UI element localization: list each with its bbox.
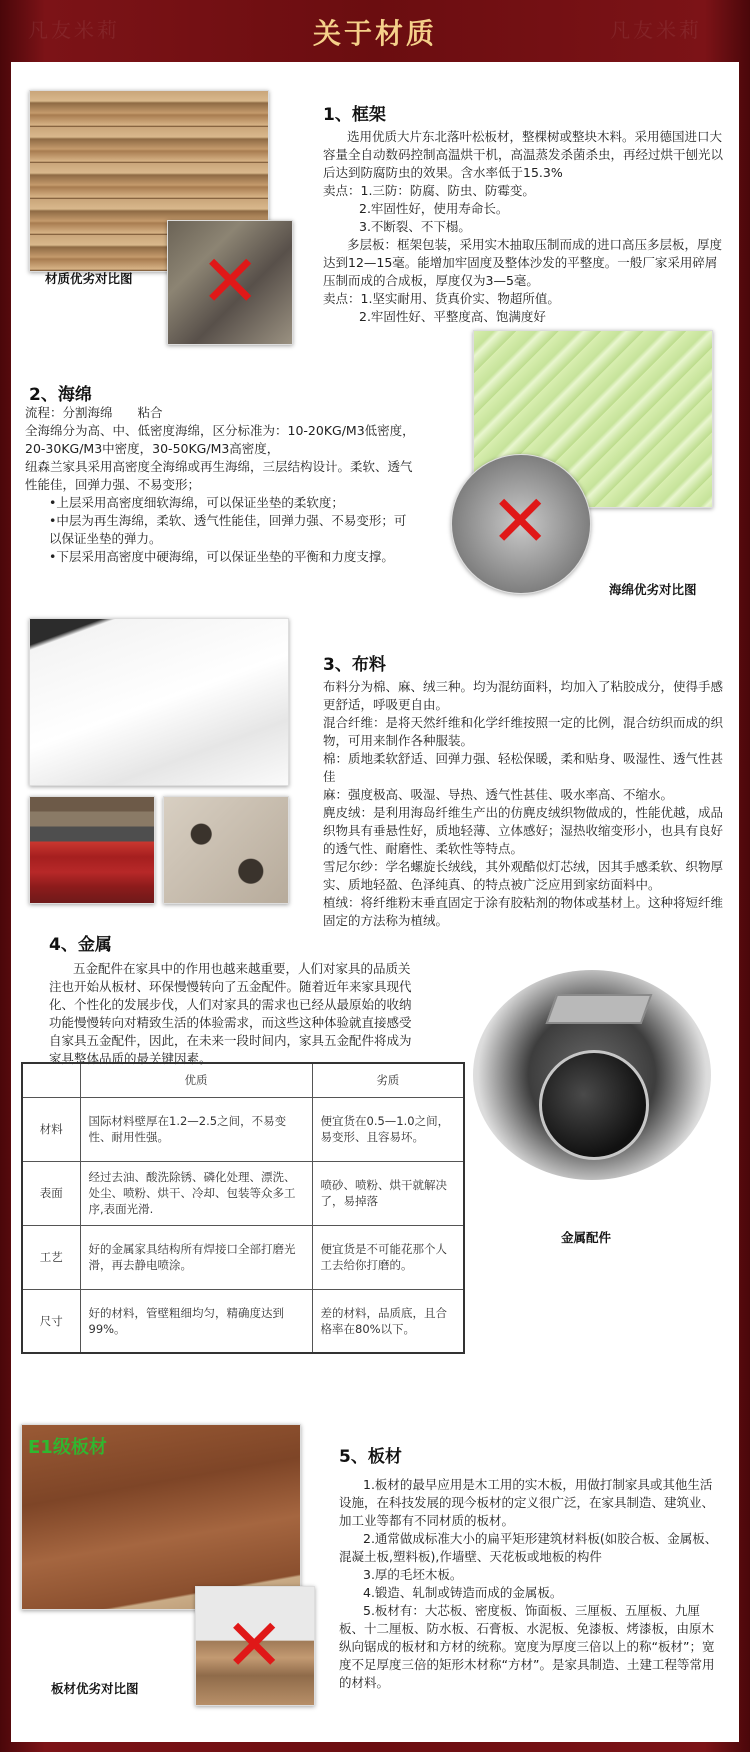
section5-title: 5、板材 (339, 1447, 402, 1467)
section2-para: •中层为再生海绵，柔软、透气性能佳，回弹力强、不易变形；可以保证坐垫的弹力。 (49, 513, 407, 546)
table-cell: 工艺 (22, 1225, 80, 1289)
section5-text (339, 1476, 719, 1692)
caster-plate (546, 994, 653, 1024)
caster-wheel-photo (473, 970, 711, 1180)
section4-title: 4、金属 (49, 935, 112, 955)
caster-wheel (539, 1050, 649, 1160)
brand-watermark-left: 凡友米莉 (28, 18, 120, 42)
section5-para: 5.板材有：大芯板、密度板、饰面板、三厘板、五厘板、九厘板、十二厘板、防水板、石膏板、水泥板、免漆板、烤漆板，由原木纵向锯成的板材和方材的统称。宽度为厚度三倍以上的称“板材”；宽度不足厚度三倍的矩形木材称“方材”。是家具制造、土建工程等常用的材料。 (339, 1603, 715, 1690)
comparison-table (21, 1062, 465, 1354)
section3-para: 混合纤维：是将天然纤维和化学纤维按照一定的比例，混合纺织而成的织物，可用来制作各种服装。 (323, 715, 724, 748)
table-cell: 材料 (22, 1097, 80, 1161)
white-fabric-photo (29, 618, 289, 786)
section3-para: 棉：质地柔软舒适、回弹力强、轻松保暖，柔和贴身、吸湿性、透气性甚佳 (323, 751, 724, 784)
section3-para: 麻：强度极高、吸湿、导热、透气性甚佳、吸水率高、不缩水。 (323, 787, 674, 802)
table-cell: 尺寸 (22, 1289, 80, 1353)
table-cell: 差的材料，品质底，且合格率在80%以下。 (312, 1289, 464, 1353)
section1-text (323, 128, 725, 326)
section5-para: 4.锻造、轧制或铸造而成的金属板。 (363, 1585, 563, 1600)
section1-para: 3.不断裂、不下榻。 (359, 219, 471, 234)
page-title: 关于材质 (312, 17, 437, 50)
inferior-board-photo (167, 220, 293, 345)
table-cell: 表面 (22, 1161, 80, 1225)
section5-para: 3.厚的毛坯木板。 (363, 1567, 463, 1582)
section2-para: 流程：分割海绵 粘合 (25, 405, 163, 420)
particle-board-photo (195, 1586, 315, 1706)
section2-caption: 海绵优劣对比图 (609, 582, 697, 597)
recycled-foam-photo (451, 454, 591, 594)
table-header: 优质 (80, 1063, 312, 1097)
e1-board-photo (21, 1424, 301, 1610)
section2-para: •上层采用高密度细软海绵，可以保证坐垫的柔软度； (49, 495, 344, 510)
section3-para: 植绒：将纤维粉末垂直固定于涂有胶粘剂的物体或基材上。这种将短纤维固定的方法称为植绒。 (323, 895, 724, 928)
section1-para: 2.牢固性好、平整度高、饱满度好 (359, 309, 546, 324)
section5-para: 2.通常做成标准大小的扁平矩形建筑材料板(如胶合板、金属板、混凝土板,塑料板),作墙壁、天花板或地板的构件 (339, 1531, 718, 1564)
table-header (22, 1063, 80, 1097)
section2-para: •下层采用高密度中硬海绵，可以保证坐垫的平衡和力度支撑。 (49, 549, 394, 564)
section2-text (25, 404, 415, 566)
section1-caption: 材质优劣对比图 (45, 271, 133, 286)
table-cell: 便宜货是不可能花那个人工去给你打磨的。 (312, 1225, 464, 1289)
section3-para: 雪尼尔纱：学名螺旋长绒线，其外观酷似灯芯绒，因其手感柔软、织物厚实、质地轻盈、色泽纯真、的特点被广泛应用到家纺面料中。 (323, 859, 724, 892)
table-header-row (22, 1063, 464, 1097)
table-cell: 便宜货在0.5—1.0之间，易变形、且容易坏。 (312, 1097, 464, 1161)
brand-watermark-right: 凡友米莉 (610, 18, 702, 42)
header (0, 0, 750, 62)
section2-para: 纽森兰家具采用高密度全海绵或再生海绵，三层结构设计。柔软、透气性能佳，回弹力强、不易变形； (25, 459, 413, 492)
table-row (22, 1161, 464, 1225)
table-row (22, 1097, 464, 1161)
section1-title: 1、框架 (323, 105, 386, 125)
section4-caption: 金属配件 (561, 1230, 612, 1245)
table-cell: 国际材料壁厚在1.2—2.5之间，不易变性、耐用性强。 (80, 1097, 312, 1161)
table-cell: 经过去油、酸洗除锈、磷化处理、漂洗、处尘、喷粉、烘干、冷却、包装等众多工序,表面光滑. (80, 1161, 312, 1225)
table-row (22, 1225, 464, 1289)
section3-text (323, 678, 725, 930)
cross-mark-icon: ✕ (224, 1603, 285, 1687)
table-cell: 好的金属家具结构所有焊接口全部打磨光滑，再去静电喷涂。 (80, 1225, 312, 1289)
section1-para: 2.牢固性好，使用寿命长。 (359, 201, 509, 216)
section1-para: 选用优质大片东北落叶松板材，整棵树或整块木料。采用德国进口大容量全自动数码控制高温烘干机，高温蒸发杀菌杀虫，再经过烘干刨光以后达到防腐防虫的效果。含水率低于15.3% (323, 129, 724, 180)
cross-mark-icon: ✕ (200, 239, 261, 323)
section1-para: 多层板：框架包装，采用实木抽取压制而成的进口高压多层板，厚度达到12—15毫。能增加牢固度及整体沙发的平整度。一般厂家采用碎屑压制而成的合成板，厚度仅为3—5毫。 (323, 237, 723, 288)
content-panel (11, 62, 739, 1742)
section4-text (49, 960, 421, 1068)
section3-para: 麂皮绒：是利用海岛纤维生产出的仿麂皮绒织物做成的，性能优越，成品织物具有垂悬性好，质地轻薄、立体感好；湿热收缩变形小，也具有良好的透气性、耐磨性、柔软性等特点。 (323, 805, 724, 856)
cross-mark-icon: ✕ (490, 479, 551, 563)
section1-para: 卖点：1.三防：防腐、防虫、防霉变。 (323, 183, 535, 198)
table-row (22, 1289, 464, 1353)
patterned-fabric-photo (163, 796, 289, 904)
section4-para: 五金配件在家具中的作用也越来越重要，人们对家具的品质关注也开始从板材、环保慢慢转向了五金配件。随着近年来家具现代化、个性化的发展步伐，人们对家具的需求也已经从最原始的收纳功能慢慢转向对精致生活的体验需求，而这些这种体验就直接感受自家具五金配件，因此，在未来一段时间内，家具五金配件将成为家具整体品质的最关键因素。 (49, 961, 412, 1066)
table-cell: 喷砂、喷粉、烘干就解决了，易掉落 (312, 1161, 464, 1225)
section3-title: 3、布料 (323, 655, 386, 675)
fabric-swatches-photo (29, 796, 155, 904)
e1-badge: E1级板材 (28, 1437, 107, 1458)
table-header: 劣质 (312, 1063, 464, 1097)
section5-para: 1.板材的最早应用是木工用的实木板，用做打制家具或其他生活设施，在科技发展的现今板材的定义很广泛，在家具制造、建筑业、加工业等都有不同材质的板材。 (339, 1477, 715, 1528)
section2-para: 全海绵分为高、中、低密度海绵，区分标准为：10-20KG/M3低密度，20-30KG/M3中密度，30-50KG/M3高密度， (25, 423, 415, 456)
table-cell: 好的材料，管壁粗细均匀，精确度达到99%。 (80, 1289, 312, 1353)
section5-caption: 板材优劣对比图 (51, 1681, 139, 1696)
section2-title: 2、海绵 (29, 385, 92, 405)
section3-para: 布料分为棉、麻、绒三种。均为混纺面料，均加入了粘胶成分，使得手感更舒适，呼吸更自由。 (323, 679, 724, 712)
section1-para: 卖点：1.坚实耐用、货真价实、物超所值。 (323, 291, 560, 306)
